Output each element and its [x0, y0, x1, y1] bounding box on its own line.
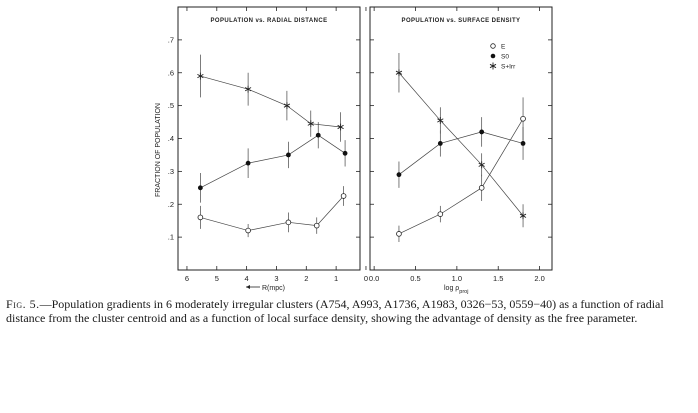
- x-tick-label: 0: [363, 274, 369, 283]
- y-tick-label: .2: [167, 199, 174, 209]
- legend-marker-e: [491, 44, 496, 49]
- data-point-s0: [316, 133, 321, 138]
- series-group-left: [197, 55, 347, 237]
- x-ticks-left: [185, 7, 368, 283]
- x-tick-label: 3: [274, 274, 279, 283]
- data-point-e: [341, 194, 346, 199]
- data-point-e: [314, 223, 319, 228]
- panel-frame-left: [178, 7, 360, 270]
- data-point-e: [198, 215, 203, 220]
- x-tick-label: 0.5: [410, 274, 421, 283]
- x-tick-label: 4: [244, 274, 249, 283]
- x-tick-label: 2: [304, 274, 309, 283]
- series-group-right: [370, 40, 552, 242]
- panel-frame-right: [370, 7, 552, 270]
- legend-label-s0: S0: [501, 53, 509, 61]
- data-point-s0: [198, 185, 203, 190]
- x-axis-arrowhead: [246, 285, 250, 289]
- data-point-s-irr: [245, 86, 251, 93]
- series-line-s0: [399, 132, 523, 175]
- data-point-s-irr: [197, 73, 203, 80]
- data-point-e: [246, 228, 251, 233]
- y-tick-label: .6: [167, 68, 174, 78]
- data-point-e: [286, 220, 291, 225]
- y-tick-label: .1: [167, 232, 174, 242]
- x-axis-title-left: [246, 285, 285, 292]
- data-point-e: [479, 185, 484, 190]
- legend-label-s-irr: S+Irr: [501, 63, 516, 71]
- x-axis-label-right: [444, 285, 468, 295]
- series-line-e: [399, 119, 523, 234]
- data-point-s0: [521, 141, 526, 146]
- legend-marker-s0: [491, 54, 496, 59]
- series-line-sirr: [200, 76, 340, 127]
- x-tick-label: 5: [214, 274, 219, 283]
- panel-surface-density: [369, 7, 552, 295]
- figure-caption: [6, 297, 694, 325]
- x-tick-label: 1: [334, 274, 339, 283]
- data-point-s0: [343, 151, 348, 156]
- data-point-s0: [286, 153, 291, 158]
- caption-text: —Population gradients in 6 moderately irregular clusters (A754, A993, A1736, A1983, 0326−53, 0559−40) as a function of radial distance from the cluster centroid and as a function of local surface density, showing the advantage of density as the free parameter.: [6, 297, 664, 325]
- data-point-s0: [397, 172, 402, 177]
- x-tick-label: 0.0: [368, 274, 380, 283]
- caption-label: Fig. 5.: [6, 297, 40, 311]
- legend-marker-s-irr: [490, 63, 496, 70]
- series-line-s0: [200, 135, 345, 188]
- x-tick-label: 6: [184, 274, 190, 283]
- data-point-s0: [479, 130, 484, 135]
- data-point-e: [397, 231, 402, 236]
- data-point-s0: [438, 141, 443, 146]
- data-point-e: [438, 212, 443, 217]
- x-tick-label: 1.5: [493, 274, 504, 283]
- y-tick-label: .4: [167, 134, 174, 143]
- x-axis-label-main: log ρ: [444, 285, 460, 292]
- series-line-sirr: [399, 73, 523, 216]
- y-ticks-left: [168, 35, 360, 241]
- x-axis-label-left: R(mpc): [262, 285, 285, 292]
- legend: [490, 44, 516, 71]
- series-line-e: [200, 196, 343, 231]
- x-tick-label: 2.0: [534, 274, 545, 283]
- data-point-e: [521, 116, 526, 121]
- panel-radial-distance: [168, 7, 368, 292]
- data-point-s0: [246, 161, 251, 166]
- y-tick-label: .7: [167, 35, 174, 45]
- y-tick-label: .5: [167, 101, 174, 111]
- data-point-s-irr: [284, 102, 290, 109]
- y-tick-label: .3: [167, 166, 174, 176]
- x-ticks-right: [369, 7, 545, 283]
- panel-title-left: POPULATION vs. RADIAL DISTANCE: [210, 18, 328, 24]
- x-tick-label: 1.0: [451, 274, 463, 283]
- panel-title-right: POPULATION vs. SURFACE DENSITY: [401, 18, 521, 24]
- x-axis-label-subscript: proj: [459, 289, 469, 295]
- y-axis-title: FRACTION OF POPULATION: [155, 103, 162, 197]
- legend-label-e: E: [501, 43, 506, 51]
